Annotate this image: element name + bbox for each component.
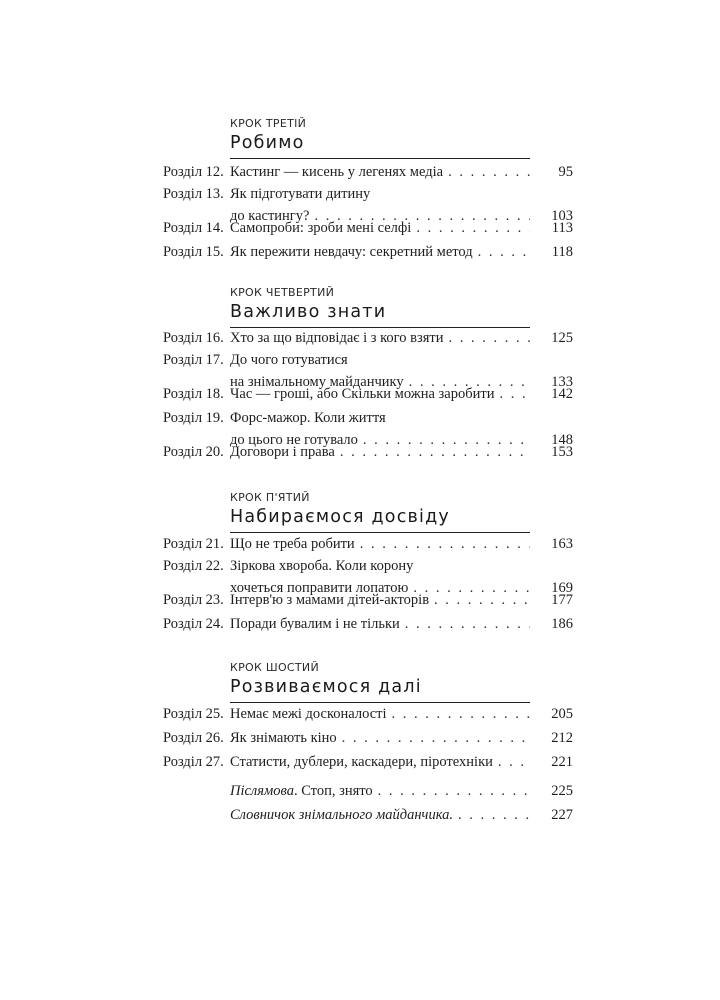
page-number: 95 — [558, 164, 573, 180]
chapter-title: Хто за що відповідає і з кого взяти — [230, 330, 444, 346]
chapter-title: до цього не готувало — [230, 432, 358, 448]
leader-dots — [434, 591, 530, 609]
chapter-title: Немає межі досконалості — [230, 706, 387, 722]
chapter-title-line — [230, 705, 530, 723]
chapter-title-line — [230, 443, 530, 461]
chapter-title: Як пережити невдачу: секретний метод — [230, 244, 473, 260]
chapter-number: Розділ 25. — [163, 706, 224, 722]
chapter-number: Розділ 23. — [163, 592, 224, 608]
page-number: 221 — [551, 754, 573, 770]
step-label: КРОК ШОСТИЙ — [230, 661, 319, 674]
page-number: 227 — [551, 807, 573, 823]
chapter-title: хочеться поправити лопатою — [230, 580, 409, 596]
leader-dots — [448, 163, 530, 181]
leader-dots — [498, 753, 530, 771]
page-number: 163 — [551, 536, 573, 552]
chapter-title-line — [230, 557, 530, 575]
page-number: 212 — [551, 730, 573, 746]
chapter-title-line — [230, 591, 530, 609]
leader-dots — [416, 219, 530, 237]
page-number: 205 — [551, 706, 573, 722]
chapter-title-line — [230, 753, 530, 771]
chapter-title: Як підготувати дитину — [230, 186, 371, 202]
chapter-title-line — [230, 351, 530, 369]
chapter-number: Розділ 12. — [163, 164, 224, 180]
chapter-number: Розділ 24. — [163, 616, 224, 632]
leader-dots — [458, 806, 530, 824]
leader-dots — [478, 243, 530, 261]
chapter-title: Інтерв'ю з мамами дітей-акторів — [230, 592, 430, 608]
page-number: 177 — [551, 592, 573, 608]
chapter-number: Розділ 22. — [163, 558, 224, 574]
chapter-title: Кастинг — кисень у легенях медіа — [230, 164, 444, 180]
chapter-title: Як знімають кіно — [230, 730, 337, 746]
back-matter-title — [230, 806, 453, 824]
back-matter-italic: Післямова — [230, 783, 294, 799]
page-number: 148 — [551, 432, 573, 448]
chapter-number: Розділ 27. — [163, 754, 224, 770]
page-number: 125 — [551, 330, 573, 346]
chapter-title: Поради бувалим і не тільки — [230, 616, 400, 632]
part-title: Розвиваємося далі — [230, 677, 422, 697]
page-number: 169 — [551, 580, 573, 596]
chapter-number: Розділ 26. — [163, 730, 224, 746]
chapter-title: Час — гроші, або Скільки можна заробити — [230, 386, 495, 402]
part-title-underline — [230, 702, 530, 703]
chapter-title: Статисти, дублери, каскадери, піротехніки — [230, 754, 493, 770]
part-title: Робимо — [230, 133, 305, 153]
chapter-title-line — [230, 329, 530, 347]
leader-dots — [342, 729, 530, 747]
chapter-title-line — [230, 615, 530, 633]
chapter-number: Розділ 19. — [163, 410, 224, 426]
back-matter-rest: . — [449, 807, 454, 823]
chapter-number: Розділ 17. — [163, 352, 224, 368]
step-label: КРОК П'ЯТИЙ — [230, 491, 310, 504]
chapter-title: Що не треба робити — [230, 536, 355, 552]
chapter-title-line — [230, 535, 530, 553]
chapter-title-line — [230, 219, 530, 237]
chapter-title-line — [230, 385, 530, 403]
part-title-underline — [230, 327, 530, 328]
chapter-title: на знімальному майданчику — [230, 374, 404, 390]
page-number: 225 — [551, 783, 573, 799]
chapter-title: до кастингу? — [230, 208, 310, 224]
back-matter-line — [230, 782, 530, 800]
chapter-number: Розділ 21. — [163, 536, 224, 552]
chapter-title: Форс-мажор. Коли життя — [230, 410, 386, 426]
chapter-number: Розділ 18. — [163, 386, 224, 402]
page-number: 186 — [551, 616, 573, 632]
back-matter-rest: . Стоп, знято — [293, 783, 373, 799]
chapter-number: Розділ 16. — [163, 330, 224, 346]
chapter-title-line — [230, 243, 530, 261]
leader-dots — [340, 443, 530, 461]
chapter-number: Розділ 13. — [163, 186, 224, 202]
page-number: 133 — [551, 374, 573, 390]
chapter-title-line — [230, 163, 530, 181]
chapter-number: Розділ 15. — [163, 244, 224, 260]
step-label: КРОК ЧЕТВЕРТИЙ — [230, 286, 335, 299]
back-matter-line — [230, 806, 530, 824]
page-number: 153 — [551, 444, 573, 460]
part-title: Набираємося досвіду — [230, 507, 450, 527]
chapter-title: Зіркова хвороба. Коли корону — [230, 558, 414, 574]
leader-dots — [360, 535, 530, 553]
chapter-title-line — [230, 185, 530, 203]
chapter-title: До чого готуватися — [230, 352, 348, 368]
leader-dots — [378, 782, 530, 800]
chapter-title-line — [230, 409, 530, 427]
chapter-title-line — [230, 729, 530, 747]
part-title-underline — [230, 532, 530, 533]
leader-dots — [449, 329, 531, 347]
page-number: 103 — [551, 208, 573, 224]
chapter-number: Розділ 14. — [163, 220, 224, 236]
back-matter-title — [230, 782, 373, 800]
leader-dots — [392, 705, 530, 723]
chapter-title: Договори і права — [230, 444, 335, 460]
leader-dots — [405, 615, 530, 633]
part-title: Важливо знати — [230, 302, 387, 322]
leader-dots — [499, 385, 530, 403]
chapter-title: Самопроби: зроби мені селфі — [230, 220, 412, 236]
part-title-underline — [230, 158, 530, 159]
back-matter-italic: Словничок знімального майданчика — [230, 807, 450, 823]
step-label: КРОК ТРЕТІЙ — [230, 117, 307, 130]
page-number: 113 — [551, 220, 573, 236]
chapter-number: Розділ 20. — [163, 444, 224, 460]
page-number: 118 — [551, 244, 573, 260]
page-number: 142 — [551, 386, 573, 402]
